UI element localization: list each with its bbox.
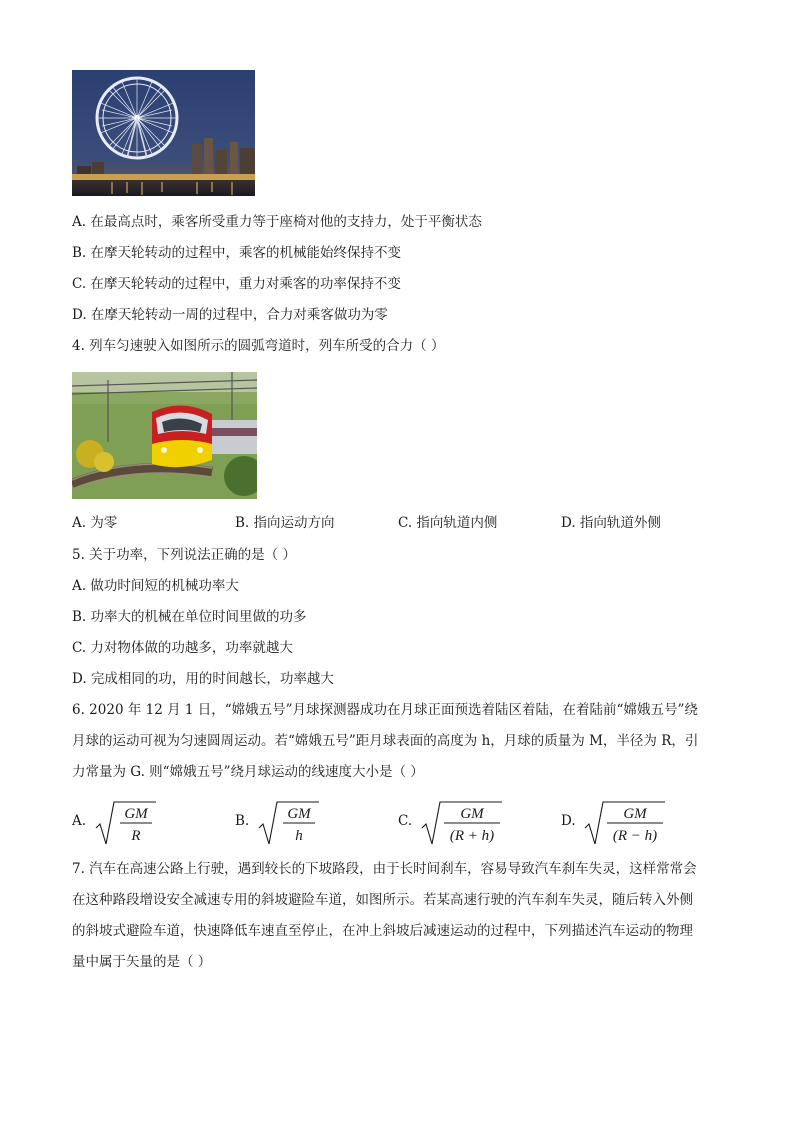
q3-option-a: A. 在最高点时，乘客所受重力等于座椅对他的支持力，处于平衡状态 [72, 214, 482, 230]
q4-option-a: A. 为零 [72, 515, 118, 531]
q6-stem-line-3: 力常量为 G. 则“嫦娥五号”绕月球运动的线速度大小是（ ） [72, 764, 424, 780]
fraction-denominator: (R − h) [612, 828, 658, 844]
option-label: C. [398, 813, 413, 829]
q4-option-d: D. 指向轨道外侧 [561, 515, 661, 531]
option-label: D. [561, 813, 576, 829]
option-label: B. [235, 813, 250, 829]
q6-option-a [72, 798, 192, 848]
fraction-denominator: (R + h) [449, 828, 495, 844]
q5-stem: 5. 关于功率，下列说法正确的是（ ） [72, 547, 296, 563]
q5-option-c: C. 力对物体做的功越多，功率就越大 [72, 640, 293, 656]
q3-option-d: D. 在摩天轮转动一周的过程中，合力对乘客做功为零 [72, 307, 388, 323]
ferris-wheel-photo [72, 70, 255, 196]
q7-stem-line-1: 7. 汽车在高速公路上行驶，遇到较长的下坡路段，由于长时间刹车，容易导致汽车刹车失灵，这样常常会 [72, 861, 697, 877]
q4-option-b: B. 指向运动方向 [235, 515, 335, 531]
q5-option-a: A. 做功时间短的机械功率大 [72, 578, 239, 594]
q6-option-d [561, 798, 701, 848]
train-photo [72, 372, 257, 499]
fraction-numerator: GM [460, 806, 484, 822]
q4-option-c: C. 指向轨道内侧 [398, 515, 498, 531]
q6-option-b [235, 798, 355, 848]
q7-stem-line-2: 在这种路段增设安全减速专用的斜坡避险车道，如图所示。若某高速行驶的汽车刹车失灵，随后转入外侧 [72, 892, 693, 908]
q6-stem-line-2: 月球的运动可视为匀速圆周运动。若“嫦娥五号”距月球表面的高度为 h，月球的质量为 M，半径为 R，引 [72, 733, 699, 749]
q5-option-b: B. 功率大的机械在单位时间里做的功多 [72, 609, 307, 625]
q7-stem-line-3: 的斜坡式避险车道，快速降低车速直至停止，在冲上斜坡后减速运动的过程中，下列描述汽车运动的物理 [72, 923, 693, 939]
q6-stem-line-1: 6. 2020 年 12 月 1 日，“嫦娥五号”月球探测器成功在月球正面预选着陆区着陆，在着陆前“嫦娥五号”绕 [72, 702, 698, 718]
q4-stem: 4. 列车匀速驶入如图所示的圆弧弯道时，列车所受的合力（ ） [72, 338, 445, 354]
q7-stem-line-4: 量中属于矢量的是（ ） [72, 954, 212, 970]
fraction-denominator: R [131, 828, 141, 844]
q3-option-c: C. 在摩天轮转动的过程中，重力对乘客的功率保持不变 [72, 276, 401, 292]
fraction-numerator: GM [623, 806, 647, 822]
q6-option-c [398, 798, 538, 848]
fraction-numerator: GM [287, 806, 311, 822]
fraction-numerator: GM [124, 806, 148, 822]
q3-option-b: B. 在摩天轮转动的过程中，乘客的机械能始终保持不变 [72, 245, 402, 261]
q5-option-d: D. 完成相同的功，用的时间越长，功率越大 [72, 671, 334, 687]
option-label: A. [72, 813, 87, 829]
fraction-denominator: h [295, 828, 303, 844]
